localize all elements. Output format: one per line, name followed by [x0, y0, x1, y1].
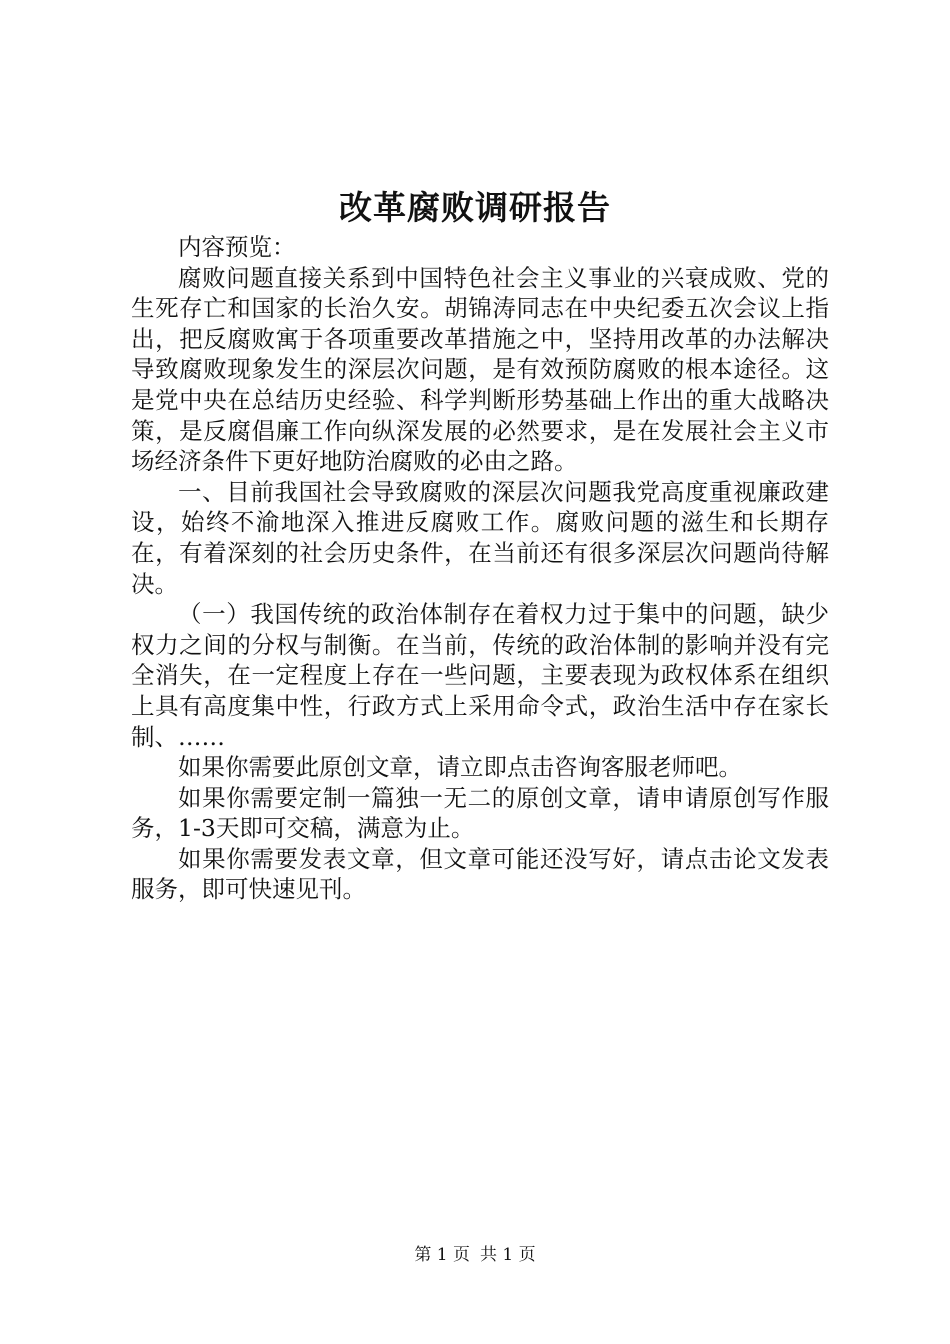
publishing-prompt: 如果你需要发表文章，但文章可能还没写好，请点击论文发表服务，即可快速见刊。: [131, 844, 829, 904]
custom-writing-prompt: 如果你需要定制一篇独一无二的原创文章，请申请原创写作服务，1-3天即可交稿，满意为止。: [131, 783, 829, 843]
preview-label: 内容预览：: [178, 233, 296, 261]
body-paragraph: 腐败问题直接关系到中国特色社会主义事业的兴衰成败、党的生死存亡和国家的长治久安。胡锦涛同志在中央纪委五次会议上指出，把反腐败寓于各项重要改革措施之中，坚持用改革的办法解决导致腐败现象发生的深层次问题，是有效预防腐败的根本途径。这是党中央在总结历史经验、科学判断形势基础上作出的重大战略决策，是反腐倡廉工作向纵深发展的必然要求，是在发展社会主义市场经济条件下更好地防治腐败的必由之路。: [131, 263, 829, 476]
page-number: 第 1 页: [414, 1245, 470, 1265]
body-paragraph: 一、目前我国社会导致腐败的深层次问题我党高度重视廉政建设，始终不渝地深入推进反腐败工作。腐败问题的滋生和长期存在，有着深刻的社会历史条件，在当前还有很多深层次问题尚待解决。: [131, 477, 829, 598]
page-total: 共 1 页: [480, 1245, 536, 1265]
page-footer: [0, 1244, 950, 1266]
consult-prompt: 如果你需要此原创文章，请立即点击咨询客服老师吧。: [178, 753, 742, 782]
document-title: 改革腐败调研报告: [339, 188, 611, 227]
document-body: [131, 232, 829, 905]
body-paragraph: （一）我国传统的政治体制存在着权力过于集中的问题，缺少权力之间的分权与制衡。在当前，传统的政治体制的影响并没有完全消失，在一定程度上存在一些问题，主要表现为政权体系在组织上具有高度集中性，行政方式上采用命令式，政治生活中存在家长制、……: [131, 600, 829, 751]
